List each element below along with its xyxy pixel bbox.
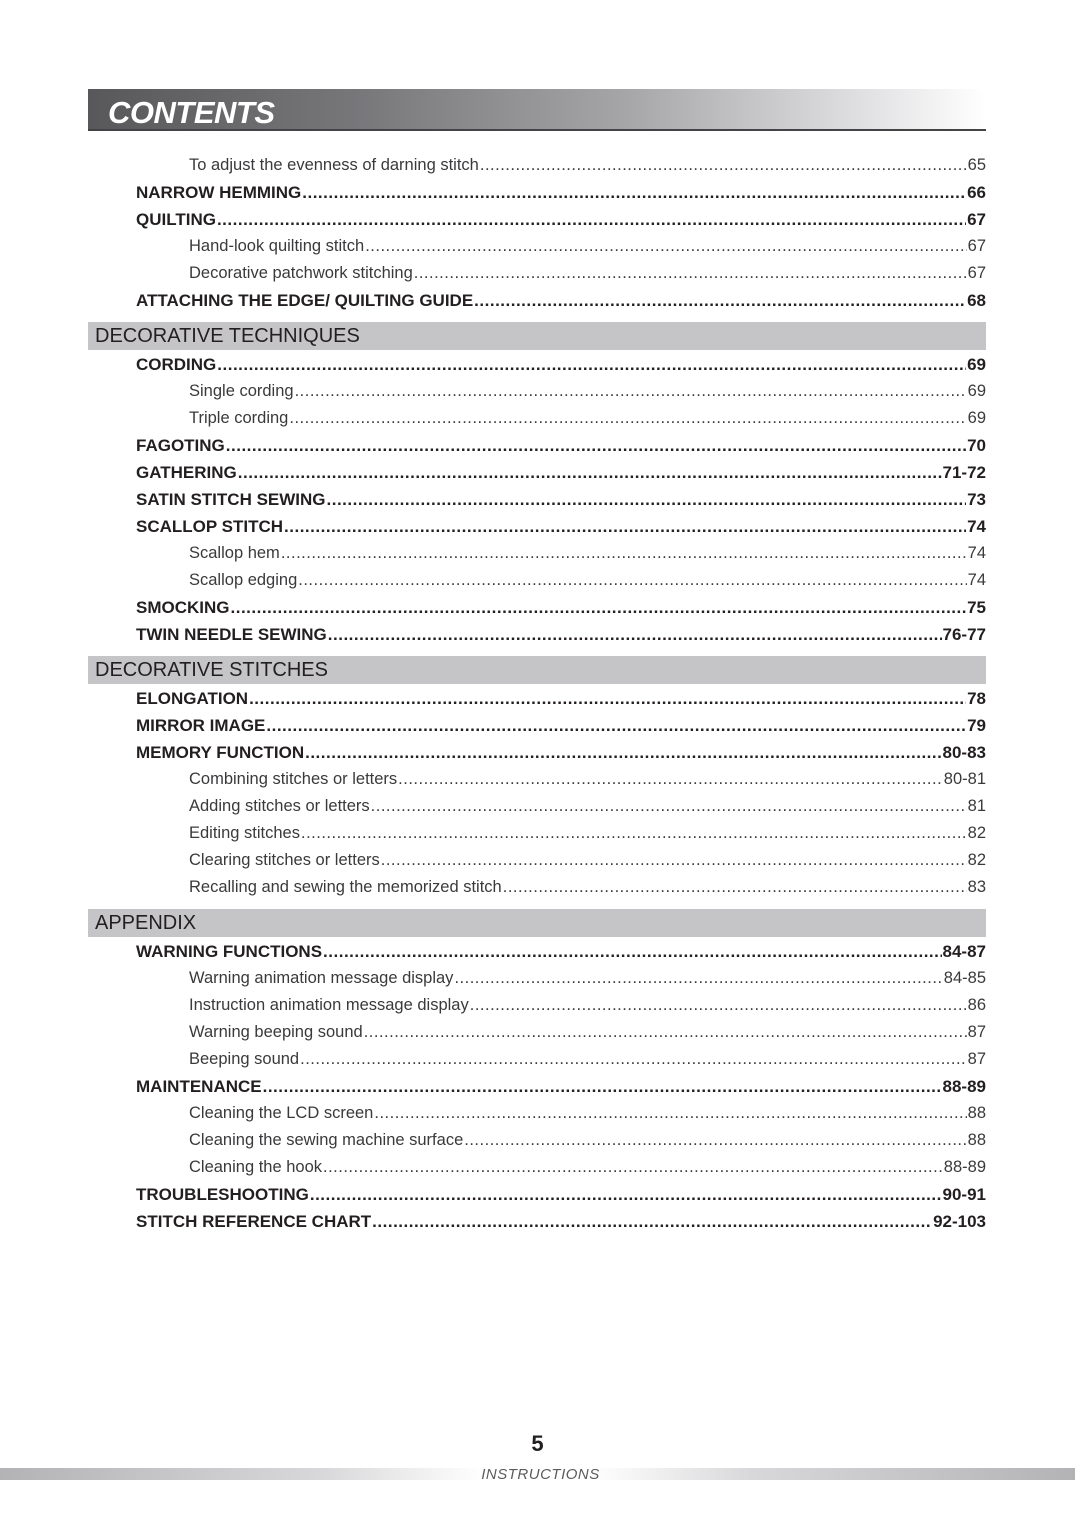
toc-entry-label: Recalling and sewing the memorized stitch — [189, 878, 502, 896]
toc-entry-scallop-hem[interactable] — [88, 540, 986, 567]
dot-leader — [364, 1019, 967, 1046]
toc-entry-elongation[interactable] — [88, 685, 986, 712]
toc-entry-label: To adjust the evenness of darning stitch — [189, 156, 479, 174]
toc-entry-troubleshooting[interactable] — [88, 1181, 986, 1208]
toc-entry-label: MEMORY FUNCTION — [136, 743, 305, 762]
toc-entry-label: TROUBLESHOOTING — [136, 1185, 309, 1204]
contents-header-bar — [88, 89, 986, 131]
toc-entry-label: Editing stitches — [189, 824, 300, 842]
toc-entry-scallop-edging[interactable] — [88, 567, 986, 594]
toc-entry-to-adjust-the-evenness-of-darning-stitch[interactable] — [88, 152, 986, 179]
toc-entry-cording[interactable] — [88, 351, 986, 378]
dot-leader — [474, 287, 966, 314]
toc-entry-mirror-image[interactable] — [88, 712, 986, 739]
dot-leader — [217, 351, 966, 378]
dot-leader — [217, 206, 966, 233]
toc-entry-page: 84-87 — [942, 942, 986, 961]
dot-leader — [238, 459, 942, 486]
toc-entry-page: 78 — [967, 689, 986, 708]
toc-entry-label: MIRROR IMAGE — [136, 716, 266, 735]
dot-leader — [305, 739, 941, 766]
toc-entry-page: 88-89 — [942, 1077, 986, 1096]
toc-entry-maintenance[interactable] — [88, 1073, 986, 1100]
toc-entry-label: Decorative patchwork stitching — [189, 264, 413, 282]
dot-leader — [365, 233, 966, 260]
toc-entry-label: Scallop hem — [189, 544, 280, 562]
toc-entry-fagoting[interactable] — [88, 432, 986, 459]
toc-entry-gathering[interactable] — [88, 459, 986, 486]
dot-leader — [470, 992, 967, 1019]
toc-entry-page: 83 — [967, 878, 986, 896]
dot-leader — [300, 1046, 967, 1073]
toc-entry-warning-functions[interactable] — [88, 938, 986, 965]
toc-entry-page: 75 — [967, 598, 986, 617]
toc-entry-page: 82 — [967, 824, 986, 842]
section-heading-decorative-techniques: DECORATIVE TECHNIQUES — [88, 322, 986, 350]
toc-entry-quilting[interactable] — [88, 206, 986, 233]
page-number: 5 — [531, 1431, 544, 1456]
toc-entry-page: 74 — [967, 571, 986, 589]
toc-entry-stitch-reference-chart[interactable] — [88, 1208, 986, 1235]
toc-entry-page: 69 — [967, 355, 986, 374]
toc-entry-page: 81 — [967, 797, 986, 815]
toc-entry-cleaning-the-hook[interactable] — [88, 1154, 986, 1181]
toc-entry-page: 80-83 — [942, 743, 986, 762]
toc-entry-cleaning-the-lcd-screen[interactable] — [88, 1100, 986, 1127]
dot-leader — [284, 513, 966, 540]
toc-entry-label: ATTACHING THE EDGE/ QUILTING GUIDE — [136, 291, 474, 310]
page-title: CONTENTS — [108, 95, 275, 130]
dot-leader — [249, 685, 966, 712]
toc-entry-page: 74 — [967, 544, 986, 562]
toc-entry-memory-function[interactable] — [88, 739, 986, 766]
dot-leader — [231, 594, 967, 621]
dot-leader — [414, 260, 967, 287]
toc-entry-label: MAINTENANCE — [136, 1077, 262, 1096]
dot-leader — [301, 820, 967, 847]
toc-entry-label: Beeping sound — [189, 1050, 300, 1068]
dot-leader — [323, 1154, 943, 1181]
toc-entry-page: 84-85 — [943, 969, 986, 987]
toc-entry-twin-needle-sewing[interactable] — [88, 621, 986, 648]
toc-entry-warning-animation-message-display[interactable] — [88, 965, 986, 992]
toc-entry-label: FAGOTING — [136, 436, 225, 455]
toc-entry-page: 71-72 — [942, 463, 986, 482]
dot-leader — [374, 1100, 966, 1127]
dot-leader — [323, 938, 941, 965]
toc-entry-instruction-animation-message-display[interactable] — [88, 992, 986, 1019]
toc-entry-page: 67 — [967, 237, 986, 255]
toc-entry-beeping-sound[interactable] — [88, 1046, 986, 1073]
toc-entry-triple-cording[interactable] — [88, 405, 986, 432]
dot-leader — [381, 847, 967, 874]
footer-label: INSTRUCTIONS — [481, 1466, 600, 1483]
toc-entry-page: 70 — [967, 436, 986, 455]
toc-entry-page: 87 — [967, 1023, 986, 1041]
toc-entry-label: CORDING — [136, 355, 217, 374]
toc-entry-narrow-hemming[interactable] — [88, 179, 986, 206]
dot-leader — [295, 378, 967, 405]
dot-leader — [371, 793, 967, 820]
dot-leader — [263, 1073, 942, 1100]
toc-entry-editing-stitches[interactable] — [88, 820, 986, 847]
toc-entry-label: Adding stitches or letters — [189, 797, 370, 815]
toc-entry-page: 74 — [967, 517, 986, 536]
toc-entry-smocking[interactable] — [88, 594, 986, 621]
toc-entry-page: 76-77 — [942, 625, 986, 644]
toc-entry-page: 66 — [967, 183, 986, 202]
toc-entry-page: 82 — [967, 851, 986, 869]
toc-entry-label: ELONGATION — [136, 689, 249, 708]
toc-entry-page: 80-81 — [943, 770, 986, 788]
toc-entry-label: Combining stitches or letters — [189, 770, 398, 788]
toc-entry-single-cording[interactable] — [88, 378, 986, 405]
toc-entry-combining-stitches-or-letters[interactable] — [88, 766, 986, 793]
toc-entry-label: Single cording — [189, 382, 294, 400]
toc-entry-label: NARROW HEMMING — [136, 183, 302, 202]
table-of-contents — [88, 152, 986, 1235]
toc-entry-label: Scallop edging — [189, 571, 298, 589]
toc-entry-label: TWIN NEEDLE SEWING — [136, 625, 327, 644]
toc-entry-page: 88 — [967, 1104, 986, 1122]
toc-entry-hand-look-quilting-stitch[interactable] — [88, 233, 986, 260]
section-heading-appendix: APPENDIX — [88, 909, 986, 937]
toc-entry-page: 88-89 — [943, 1158, 986, 1176]
toc-entry-label: Warning beeping sound — [189, 1023, 363, 1041]
toc-entry-page: 67 — [967, 264, 986, 282]
toc-entry-page: 68 — [967, 291, 986, 310]
toc-entry-page: 65 — [967, 156, 986, 174]
toc-entry-scallop-stitch[interactable] — [88, 513, 986, 540]
toc-entry-page: 87 — [967, 1050, 986, 1068]
toc-entry-label: QUILTING — [136, 210, 216, 229]
toc-entry-label: Cleaning the sewing machine surface — [189, 1131, 464, 1149]
toc-entry-page: 69 — [967, 409, 986, 427]
toc-entry-page: 79 — [967, 716, 986, 735]
dot-leader — [503, 874, 967, 901]
toc-entry-attaching-the-edge-quilting-guide[interactable] — [88, 287, 986, 314]
dot-leader — [310, 1181, 942, 1208]
toc-entry-clearing-stitches-or-letters[interactable] — [88, 847, 986, 874]
toc-entry-label: Clearing stitches or letters — [189, 851, 380, 869]
toc-entry-warning-beeping-sound[interactable] — [88, 1019, 986, 1046]
toc-entry-label: GATHERING — [136, 463, 237, 482]
toc-entry-label: Triple cording — [189, 409, 289, 427]
section-heading-decorative-stitches: DECORATIVE STITCHES — [88, 656, 986, 684]
toc-entry-page: 88 — [967, 1131, 986, 1149]
toc-entry-cleaning-the-sewing-machine-surface[interactable] — [88, 1127, 986, 1154]
dot-leader — [298, 567, 966, 594]
toc-entry-label: SATIN STITCH SEWING — [136, 490, 326, 509]
toc-entry-page: 67 — [967, 210, 986, 229]
toc-entry-label: Cleaning the hook — [189, 1158, 323, 1176]
toc-entry-label: Cleaning the LCD screen — [189, 1104, 374, 1122]
toc-entry-page: 73 — [967, 490, 986, 509]
toc-entry-label: WARNING FUNCTIONS — [136, 942, 323, 961]
dot-leader — [327, 486, 967, 513]
toc-entry-label: Hand-look quilting stitch — [189, 237, 365, 255]
dot-leader — [398, 766, 943, 793]
toc-entry-label: Instruction animation message display — [189, 996, 469, 1014]
dot-leader — [464, 1127, 966, 1154]
dot-leader — [266, 712, 966, 739]
toc-entry-page: 92-103 — [933, 1212, 986, 1231]
toc-entry-label: SMOCKING — [136, 598, 230, 617]
toc-entry-label: SCALLOP STITCH — [136, 517, 284, 536]
toc-entry-adding-stitches-or-letters[interactable] — [88, 793, 986, 820]
dot-leader — [226, 432, 966, 459]
toc-entry-page: 86 — [967, 996, 986, 1014]
dot-leader — [281, 540, 967, 567]
toc-entry-decorative-patchwork-stitching[interactable] — [88, 260, 986, 287]
dot-leader — [372, 1208, 932, 1235]
toc-entry-satin-stitch-sewing[interactable] — [88, 486, 986, 513]
dot-leader — [454, 965, 942, 992]
toc-entry-page: 69 — [967, 382, 986, 400]
dot-leader — [480, 152, 967, 179]
dot-leader — [328, 621, 942, 648]
dot-leader — [289, 405, 966, 432]
toc-entry-label: STITCH REFERENCE CHART — [136, 1212, 372, 1231]
toc-entry-page: 90-91 — [942, 1185, 986, 1204]
dot-leader — [302, 179, 966, 206]
toc-entry-label: Warning animation message display — [189, 969, 454, 987]
toc-entry-recalling-and-sewing-the-memorized-stitch[interactable] — [88, 874, 986, 901]
